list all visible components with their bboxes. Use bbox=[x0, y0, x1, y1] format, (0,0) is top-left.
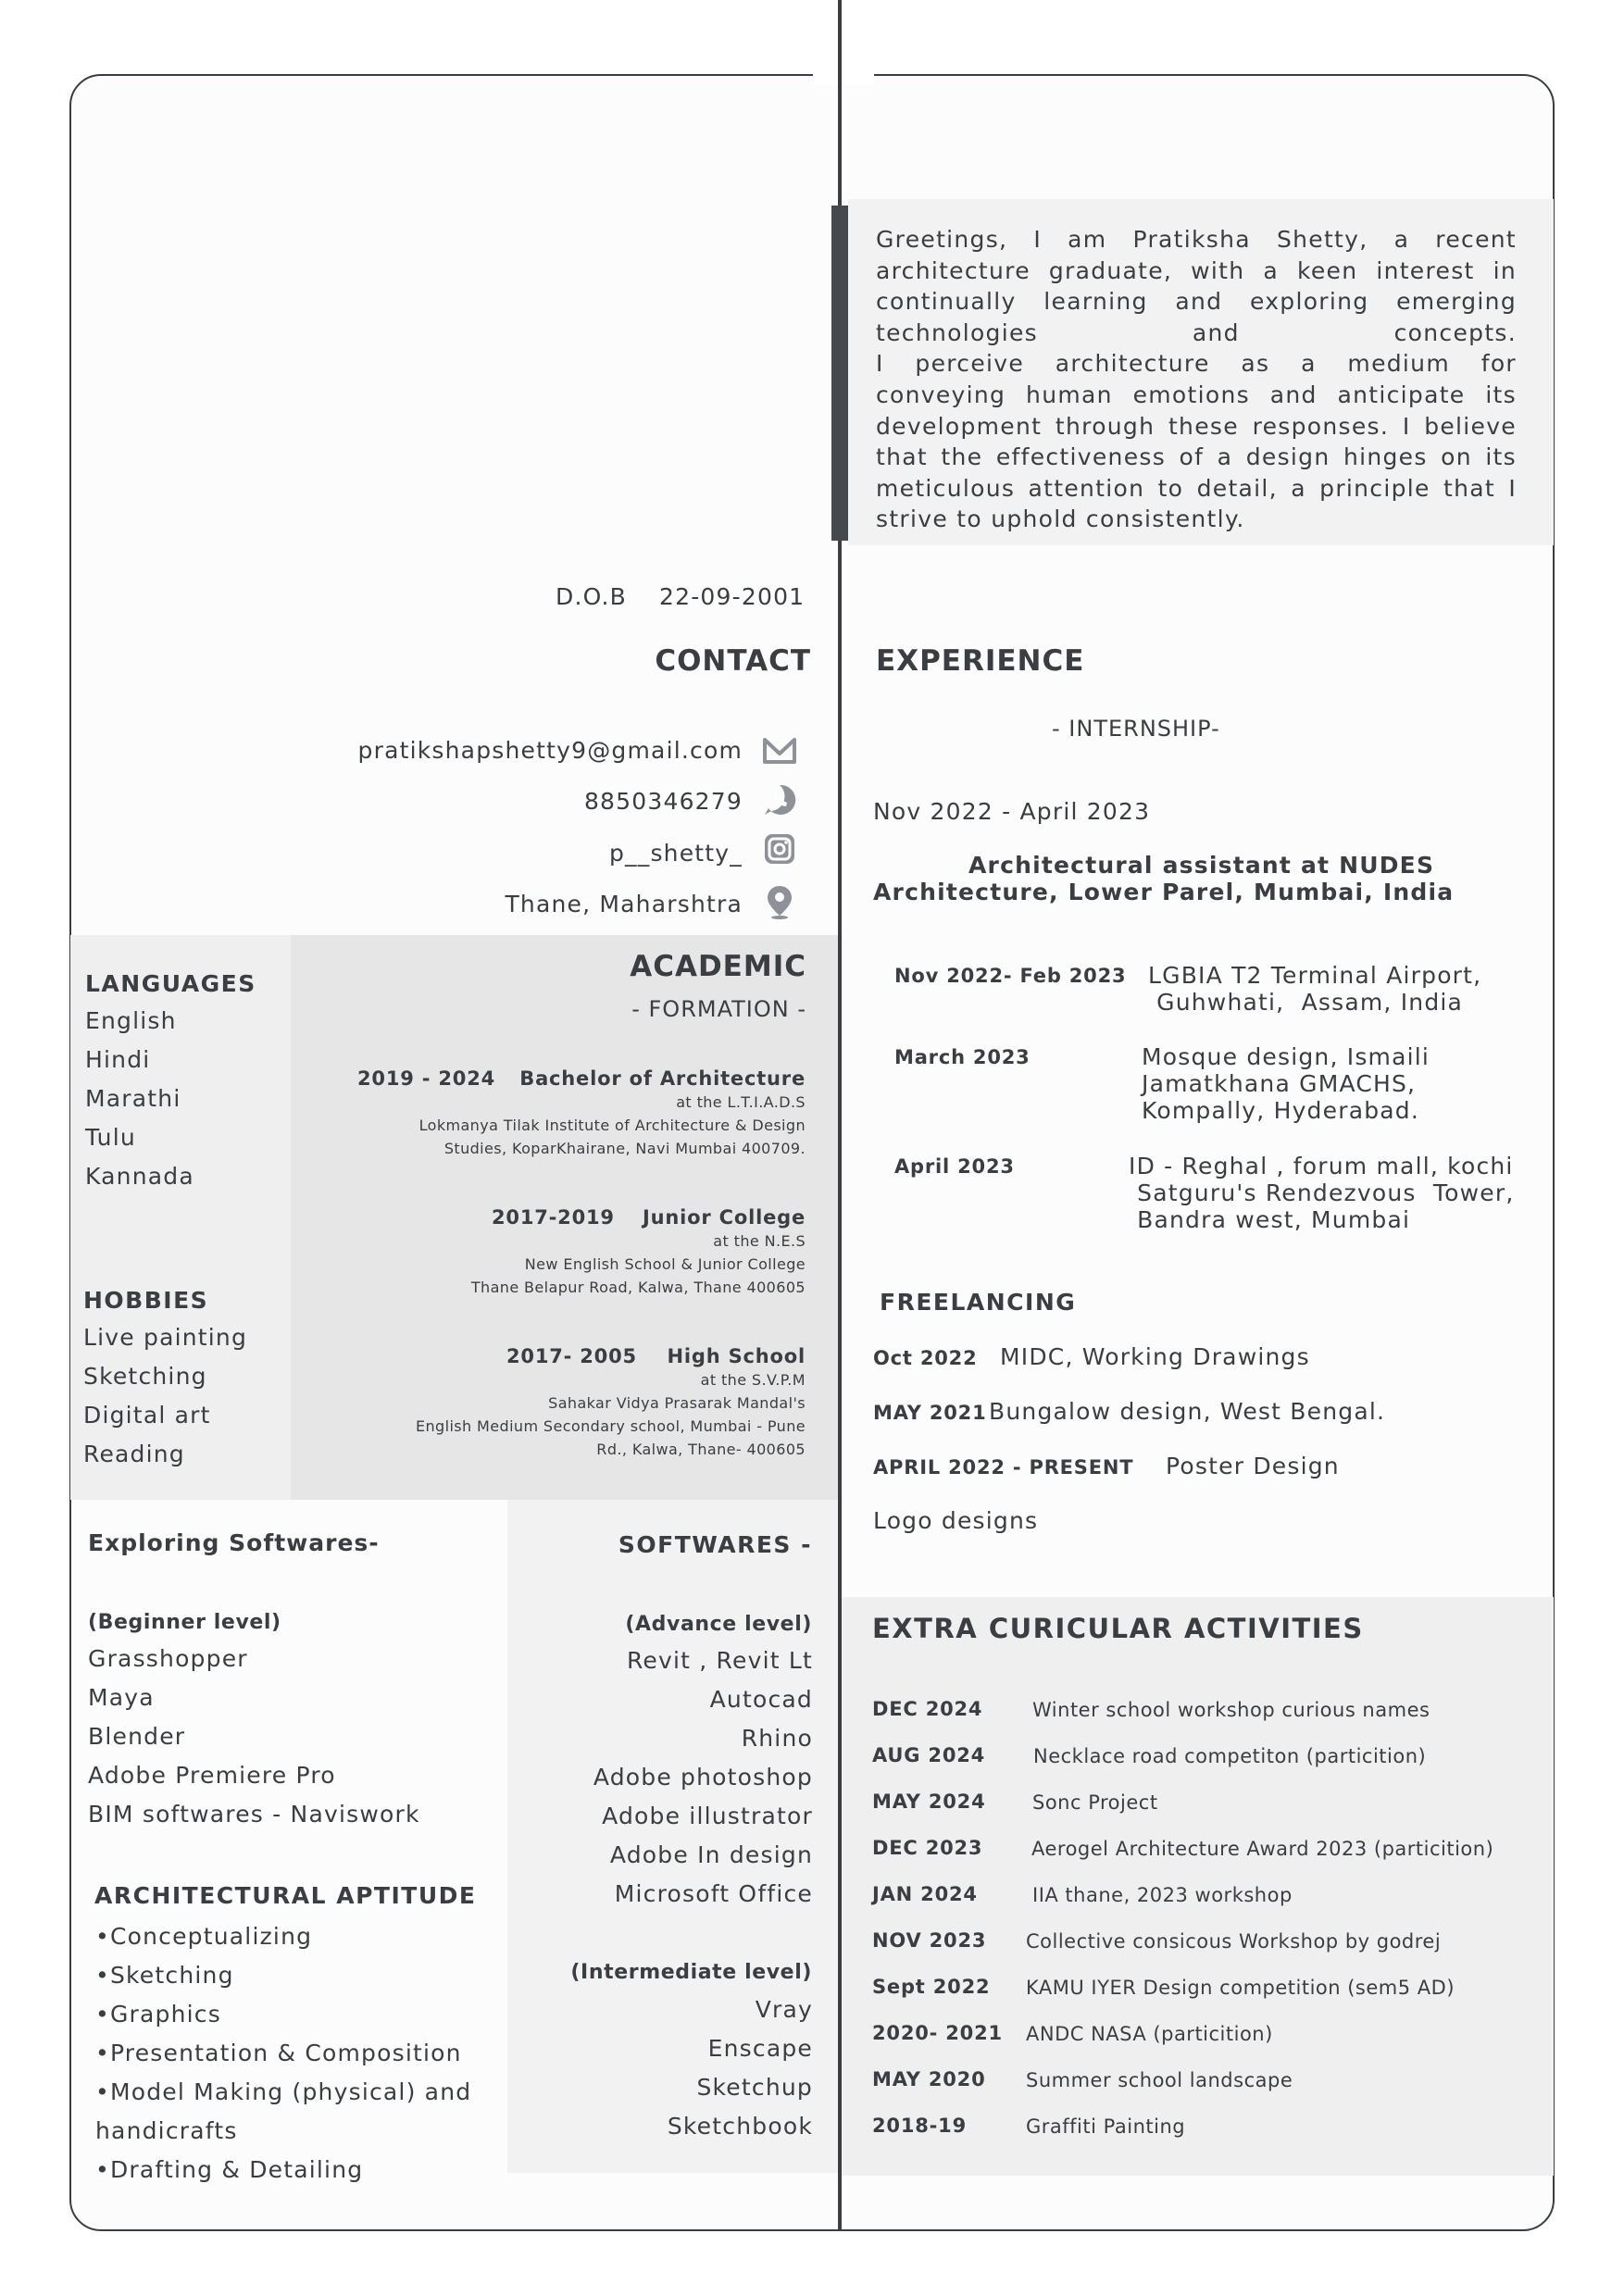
software-item: Rhino bbox=[741, 1725, 813, 1752]
hobby-item: Reading bbox=[83, 1441, 185, 1467]
hobbies-heading: HOBBIES bbox=[83, 1287, 209, 1314]
internship-period: Nov 2022 - April 2023 bbox=[873, 798, 1151, 825]
software-item: Revit , Revit Lt bbox=[626, 1647, 813, 1674]
dob-label: D.O.B bbox=[556, 583, 627, 610]
hobby-item: Digital art bbox=[83, 1402, 211, 1429]
software-item: BIM softwares - Naviswork bbox=[88, 1801, 420, 1828]
location-pin-icon bbox=[761, 883, 798, 920]
academic-years: 2017- 2005 bbox=[506, 1345, 637, 1367]
extra-item bbox=[872, 1837, 1539, 1874]
academic-detail: English Medium Secondary school, Mumbai - Pune bbox=[416, 1417, 806, 1435]
intro-text bbox=[876, 224, 1517, 535]
software-item: Sketchup bbox=[696, 2074, 813, 2101]
aptitude-item: •Graphics bbox=[95, 2001, 221, 2028]
extra-item bbox=[872, 1929, 1539, 1966]
experience-heading: EXPERIENCE bbox=[876, 644, 1085, 678]
intro-paragraph: I perceive architecture as a medium for conveying human emotions and anticipate its development through these responses. I believe that the effectiveness of a design hinges on its meticulous attention to detail, a principle that I strive to uphold consistently. bbox=[876, 350, 1517, 533]
academic-detail: Sahakar Vidya Prasarak Mandal's bbox=[548, 1394, 806, 1412]
extra-date: MAY 2024 bbox=[872, 1791, 986, 1813]
aptitude-item: handicrafts bbox=[95, 2117, 238, 2144]
extra-text: KAMU IYER Design competition (sem5 AD) bbox=[1026, 1977, 1455, 1999]
freelance-date: Oct 2022 bbox=[873, 1347, 978, 1369]
extra-item bbox=[872, 2068, 1539, 2105]
software-item: Adobe photoshop bbox=[593, 1764, 813, 1791]
extra-date: DEC 2023 bbox=[872, 1837, 983, 1859]
freelance-date: MAY 2021 bbox=[873, 1402, 987, 1424]
extra-date: 2018-19 bbox=[872, 2115, 967, 2137]
contact-heading: CONTACT bbox=[655, 644, 811, 678]
language-item: Tulu bbox=[85, 1124, 136, 1151]
extra-text: Aerogel Architecture Award 2023 (particition) bbox=[1031, 1838, 1494, 1860]
extra-item bbox=[872, 1883, 1539, 1920]
software-item: Microsoft Office bbox=[614, 1880, 813, 1907]
exploring-heading: Exploring Softwares- bbox=[88, 1529, 380, 1556]
software-item: Adobe Premiere Pro bbox=[88, 1762, 336, 1789]
languages-list bbox=[85, 1002, 194, 1196]
academic-at: at the L.T.I.A.D.S bbox=[676, 1093, 806, 1111]
academic-years: 2017-2019 bbox=[492, 1206, 615, 1229]
freelance-date: APRIL 2022 - PRESENT bbox=[873, 1456, 1134, 1479]
language-item: Hindi bbox=[85, 1046, 151, 1073]
extra-item bbox=[872, 1698, 1539, 1735]
aptitude-list bbox=[95, 1917, 471, 2190]
project-date: Nov 2022- Feb 2023 bbox=[894, 965, 1127, 987]
hobbies-list bbox=[83, 1318, 247, 1474]
extra-text: Graffiti Painting bbox=[1026, 2115, 1186, 2138]
internship-role: Architecture, Lower Parel, Mumbai, India bbox=[873, 879, 1455, 905]
extra-text: Collective consicous Workshop by godrej bbox=[1026, 1930, 1442, 1953]
extra-text: IIA thane, 2023 workshop bbox=[1032, 1884, 1293, 1906]
academic-detail: Studies, KoparKhairane, Navi Mumbai 400709. bbox=[443, 1140, 806, 1157]
extra-item bbox=[872, 2115, 1539, 2152]
academic-detail: Rd., Kalwa, Thane- 400605 bbox=[596, 1441, 806, 1458]
aptitude-item: •Presentation & Composition bbox=[95, 2040, 462, 2066]
extra-text: Summer school landscape bbox=[1026, 2069, 1293, 2091]
academic-detail: Lokmanya Tilak Institute of Architecture & Design bbox=[418, 1117, 806, 1134]
software-item: Sketchbook bbox=[667, 2113, 813, 2140]
freelance-text: Logo designs bbox=[873, 1507, 1039, 1534]
freelancing-heading: FREELANCING bbox=[880, 1289, 1077, 1316]
contact-instagram[interactable]: p__shetty_ bbox=[608, 840, 743, 867]
contact-email[interactable]: pratikshapshetty9@gmail.com bbox=[357, 737, 743, 764]
academic-title: Junior College bbox=[643, 1206, 806, 1229]
language-item: English bbox=[85, 1007, 177, 1034]
intro-accent-bar bbox=[831, 206, 848, 541]
extra-date: NOV 2023 bbox=[872, 1929, 987, 1952]
project-line: Kompally, Hyderabad. bbox=[1142, 1097, 1420, 1124]
mail-icon bbox=[761, 732, 798, 769]
beginner-level-label: (Beginner level) bbox=[88, 1611, 281, 1634]
extra-date: Sept 2022 bbox=[872, 1976, 991, 1998]
intermediate-softwares-list bbox=[518, 1990, 813, 2146]
project-date: March 2023 bbox=[894, 1046, 1031, 1068]
languages-heading: LANGUAGES bbox=[85, 970, 256, 997]
extra-date: DEC 2024 bbox=[872, 1698, 983, 1720]
software-item: Adobe illustrator bbox=[602, 1803, 813, 1829]
frame-gap bbox=[813, 65, 874, 85]
academic-at: at the N.E.S bbox=[713, 1232, 806, 1250]
academic-title: Bachelor of Architecture bbox=[519, 1067, 806, 1090]
extra-date: 2020- 2021 bbox=[872, 2022, 1003, 2044]
project-line: Bandra west, Mumbai bbox=[1129, 1206, 1411, 1233]
advance-level-label: (Advance level) bbox=[625, 1613, 812, 1636]
hobby-item: Sketching bbox=[83, 1363, 207, 1390]
dob-value: 22-09-2001 bbox=[659, 583, 806, 610]
project-line: Mosque design, Ismaili bbox=[1142, 1043, 1430, 1070]
extra-date: JAN 2024 bbox=[872, 1883, 978, 1905]
internship-label: - INTERNSHIP- bbox=[1052, 716, 1220, 742]
whatsapp-icon bbox=[761, 781, 798, 818]
contact-location: Thane, Maharshtra bbox=[505, 891, 743, 917]
hobby-item: Live painting bbox=[83, 1324, 248, 1351]
extra-date: MAY 2020 bbox=[872, 2068, 986, 2090]
software-item: Maya bbox=[88, 1684, 155, 1711]
instagram-icon bbox=[761, 830, 798, 867]
language-item: Kannada bbox=[85, 1163, 194, 1190]
academic-at: at the S.V.P.M bbox=[700, 1371, 806, 1389]
project-line: Guhwhati, Assam, India bbox=[1148, 989, 1464, 1016]
software-item: Enscape bbox=[707, 2035, 813, 2062]
software-item: Grasshopper bbox=[88, 1645, 248, 1672]
freelance-text: MIDC, Working Drawings bbox=[1000, 1343, 1310, 1370]
academic-detail: New English School & Junior College bbox=[524, 1255, 806, 1273]
extra-text: Sonc Project bbox=[1032, 1791, 1158, 1814]
project-line: Jamatkhana GMACHS, bbox=[1142, 1070, 1417, 1097]
project-date: April 2023 bbox=[894, 1155, 1015, 1178]
project-line: Satguru's Rendezvous Tower, bbox=[1129, 1179, 1515, 1206]
language-item: Marathi bbox=[85, 1085, 181, 1112]
extra-item bbox=[872, 2022, 1539, 2059]
academic-heading: ACADEMIC bbox=[630, 950, 806, 983]
academic-detail: Thane Belapur Road, Kalwa, Thane 400605 bbox=[470, 1279, 806, 1296]
extra-list bbox=[872, 1698, 1539, 2138]
internship-role: Architectural assistant at NUDES bbox=[968, 852, 1435, 879]
software-item: Blender bbox=[88, 1723, 186, 1750]
aptitude-heading: ARCHITECTURAL APTITUDE bbox=[94, 1882, 477, 1909]
academic-title: High School bbox=[667, 1345, 806, 1367]
academic-years: 2019 - 2024 bbox=[357, 1067, 496, 1090]
advance-softwares-list bbox=[518, 1641, 813, 1914]
extra-heading: EXTRA CURICULAR ACTIVITIES bbox=[872, 1613, 1364, 1644]
aptitude-item: •Drafting & Detailing bbox=[95, 2156, 364, 2183]
extra-item bbox=[872, 1976, 1539, 2013]
extra-item bbox=[872, 1744, 1539, 1781]
freelance-text: Poster Design bbox=[1166, 1453, 1340, 1479]
extra-text: Winter school workshop curious names bbox=[1032, 1699, 1430, 1721]
softwares-heading: SOFTWARES - bbox=[618, 1531, 812, 1558]
intro-paragraph: Greetings, I am Pratiksha Shetty, a recent architecture graduate, with a keen interest in continually learning and exploring emerging technologies and concepts. bbox=[876, 226, 1517, 346]
aptitude-item: •Sketching bbox=[95, 1962, 234, 1989]
project-line: LGBIA T2 Terminal Airport, bbox=[1148, 962, 1482, 989]
intermediate-level-label: (Intermediate level) bbox=[570, 1961, 812, 1984]
software-item: Adobe In design bbox=[609, 1841, 813, 1868]
extra-date: AUG 2024 bbox=[872, 1744, 986, 1766]
exploring-list bbox=[88, 1640, 420, 1834]
freelance-text: Bungalow design, West Bengal. bbox=[989, 1398, 1386, 1425]
extra-item bbox=[872, 1791, 1539, 1828]
extra-text: ANDC NASA (particition) bbox=[1026, 2023, 1273, 2045]
software-item: Autocad bbox=[709, 1686, 813, 1713]
extra-text: Necklace road competiton (particition) bbox=[1033, 1745, 1427, 1767]
aptitude-item: •Conceptualizing bbox=[95, 1923, 313, 1950]
contact-phone[interactable]: 8850346279 bbox=[583, 788, 743, 815]
academic-subheading: - FORMATION - bbox=[631, 996, 806, 1022]
project-line: ID - Reghal , forum mall, kochi bbox=[1129, 1153, 1514, 1179]
software-item: Vray bbox=[755, 1996, 813, 2023]
aptitude-item: •Model Making (physical) and bbox=[95, 2078, 472, 2105]
